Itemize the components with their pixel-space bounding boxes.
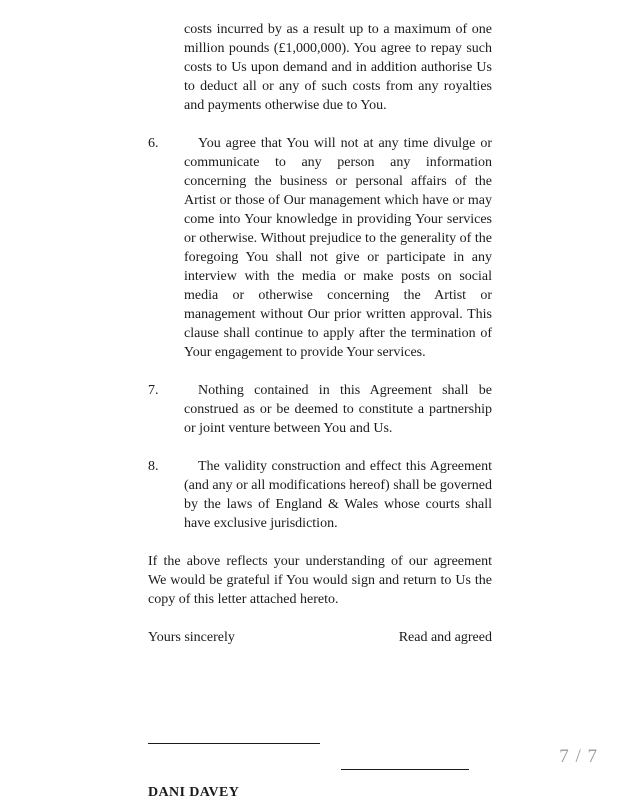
document-content [148,20,492,802]
intro-paragraph: costs incurred by as a result up to a maximum of one million pounds (£1,000,000). You agree to repay such costs to Us upon demand and in addition authorise Us to deduct all or any of such costs from any royalties and payments otherwise due to You. [184,22,492,113]
clause-8-text: The validity construction and effect this Agreement (and any or all modifications hereof) shall be governed by the laws of England & Wales whose courts shall have exclusive jurisdiction. [184,459,492,531]
signoff-right-label: Read and agreed [398,630,492,645]
closing-paragraph: If the above reflects your understanding of our agreement We would be grateful if You would sign and return to Us the copy of this letter attached hereto. [148,554,492,607]
clause-6-number: 6. [148,136,159,151]
clause-8-number: 8. [148,459,159,474]
clause-6 [148,134,492,362]
clause-8 [148,457,492,533]
clause-6-text: You agree that You will not at any time divulge or communicate to any person any information concerning the business or personal affairs of the Artist or those of Our management which have or may come into Your knowledge in providing Your services or otherwise. Without prejudice to the generality of the foregoing You shall not give or participate in any interview with the media or make posts on social media or otherwise concerning the Artist or management without Our prior written approval. This clause shall continue to apply after the termination of Your engagement to provide Your services. [184,136,492,360]
clause-7-number: 7. [148,383,159,398]
signatory-name: DANI DAVEY [148,785,240,800]
signoff-left-label: Yours sincerely [148,630,235,645]
clause-7-text: Nothing contained in this Agreement shall be construed as or be deemed to constitute a partnership or joint venture between You and Us. [184,383,492,436]
signoff-row [148,628,492,647]
page-number: 7 / 7 [559,746,598,767]
signature-block [148,725,492,773]
signature-line-left [148,743,320,744]
clause-7 [148,381,492,438]
signature-line-right [341,769,469,770]
